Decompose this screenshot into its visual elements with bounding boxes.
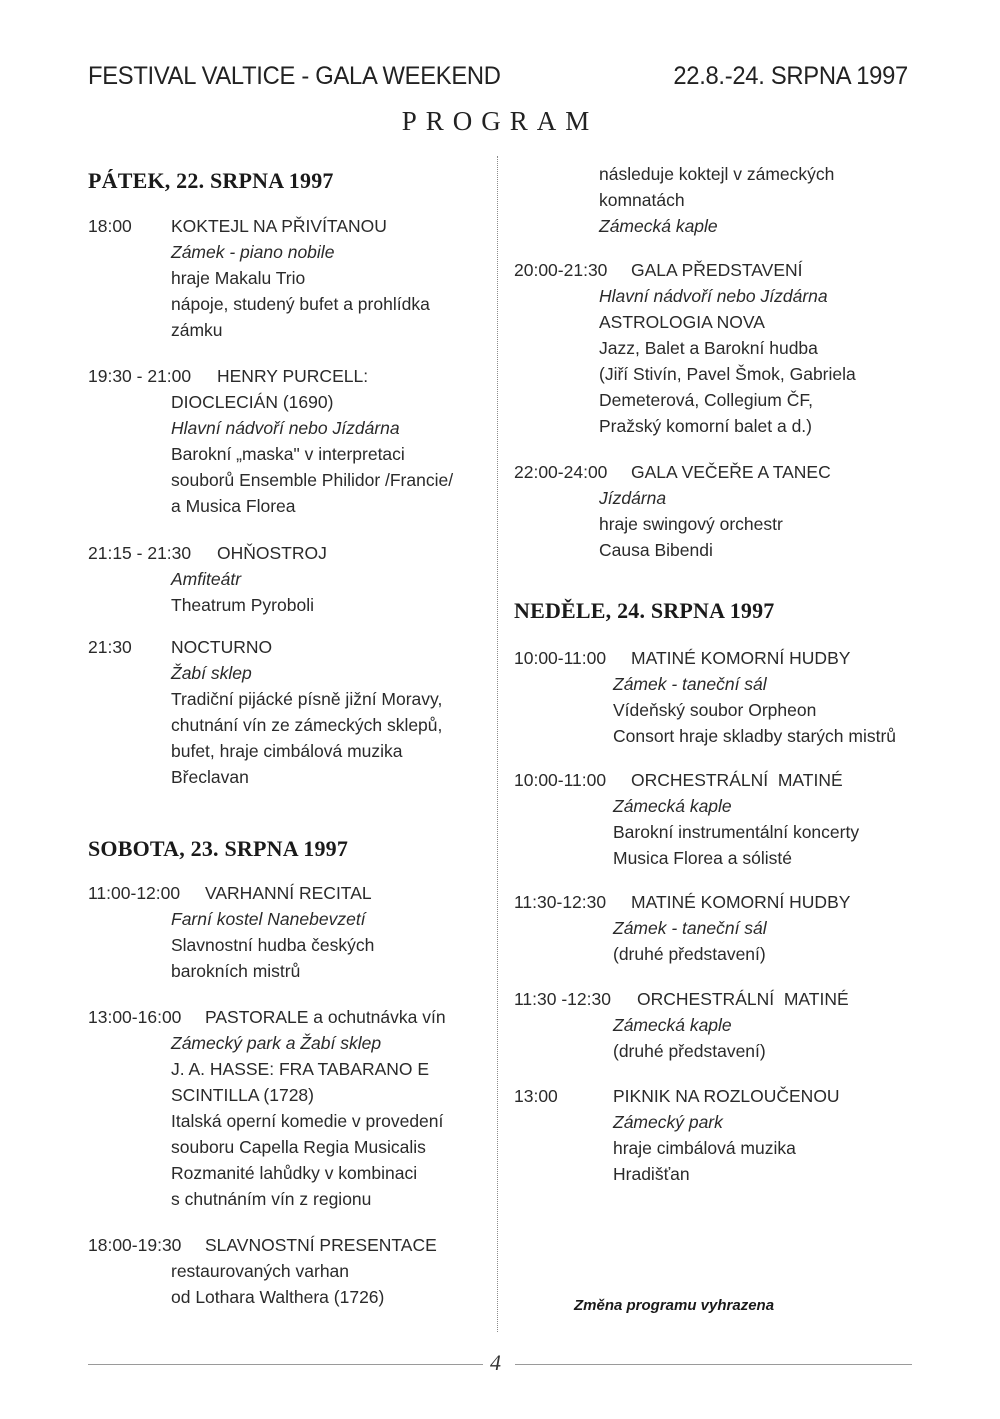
event-venue: Amfiteátr	[171, 569, 242, 589]
event-time: 13:00	[514, 1086, 558, 1106]
event-venue: Zámek - taneční sál	[613, 918, 767, 938]
event-time: 13:00-16:00	[88, 1007, 182, 1027]
event-detail: Barokní instrumentální koncerty	[613, 822, 860, 842]
event-detail: souborů Ensemble Philidor /Francie/	[171, 470, 454, 490]
event-time: 22:00-24:00	[514, 462, 608, 482]
event-venue: Jízdárna	[599, 488, 667, 508]
event-title: VARHANNÍ RECITAL	[205, 883, 372, 903]
column-divider	[497, 156, 498, 1332]
event-venue: Zámek - taneční sál	[613, 674, 767, 694]
event-time: 18:00	[88, 216, 132, 236]
footer-rule-left	[88, 1364, 483, 1365]
day-heading-sunday: NEDĚLE, 24. SRPNA 1997	[514, 598, 775, 623]
event-venue: Zámecká kaple	[613, 796, 732, 816]
event-detail: DIOCLECIÁN (1690)	[171, 392, 334, 412]
event-time: 11:30-12:30	[514, 892, 607, 912]
event-title: ORCHESTRÁLNÍ MATINÉ	[637, 989, 849, 1009]
event-detail: s chutnáním vín z regionu	[171, 1189, 372, 1209]
event-time: 20:00-21:30	[514, 260, 608, 280]
event-detail: (druhé představení)	[613, 944, 766, 964]
event-time: 21:15 - 21:30	[88, 543, 192, 563]
event-venue: Zámecký park	[613, 1112, 723, 1132]
event-detail: hraje swingový orchestr	[599, 514, 783, 534]
day-heading-saturday: SOBOTA, 23. SRPNA 1997	[88, 836, 349, 861]
event-detail: Pražský komorní balet a d.)	[599, 416, 812, 436]
event-detail: Musica Florea a sólisté	[613, 848, 792, 868]
event-title: KOKTEJL NA PŘIVÍTANOU	[171, 216, 387, 236]
event-title: NOCTURNO	[171, 637, 273, 657]
event-venue: Zámecký park a Žabí sklep	[171, 1033, 382, 1053]
page-number: 4	[490, 1350, 501, 1375]
festival-title: FESTIVAL VALTICE - GALA WEEKEND	[88, 62, 501, 90]
event-time: 10:00-11:00	[514, 770, 607, 790]
event-detail: zámku	[171, 320, 223, 340]
event-detail: následuje koktejl v zámeckých	[599, 164, 835, 184]
event-detail: od Lothara Walthera (1726)	[171, 1287, 385, 1307]
event-detail: komnatách	[599, 190, 685, 210]
event-detail: Consort hraje skladby starých mistrů	[613, 726, 897, 746]
event-detail: nápoje, studený bufet a prohlídka	[171, 294, 430, 314]
header-row	[88, 62, 908, 96]
event-detail: restaurovaných varhan	[171, 1261, 350, 1281]
event-detail: SCINTILLA (1728)	[171, 1085, 314, 1105]
event-detail: Rozmanité lahůdky v kombinaci	[171, 1163, 418, 1183]
event-time: 18:00-19:30	[88, 1235, 182, 1255]
event-detail: bufet, hraje cimbálová muzika	[171, 741, 403, 761]
day-heading-friday: PÁTEK, 22. SRPNA 1997	[88, 168, 334, 193]
event-detail: Causa Bibendi	[599, 540, 713, 560]
event-detail: barokních mistrů	[171, 961, 301, 981]
event-detail: Italská operní komedie v provedení	[171, 1111, 444, 1131]
event-detail: chutnání vín ze zámeckých sklepů,	[171, 715, 443, 735]
event-detail: a Musica Florea	[171, 496, 296, 516]
event-title: GALA PŘEDSTAVENÍ	[631, 260, 803, 280]
event-detail: (druhé představení)	[613, 1041, 766, 1061]
event-title: HENRY PURCELL:	[217, 366, 369, 386]
event-title: MATINÉ KOMORNÍ HUDBY	[631, 648, 851, 668]
program-change-note: Změna programu vyhrazena	[574, 1297, 775, 1314]
event-title: ORCHESTRÁLNÍ MATINÉ	[631, 770, 843, 790]
event-time: 10:00-11:00	[514, 648, 607, 668]
event-detail: Břeclavan	[171, 767, 249, 787]
event-title: PIKNIK NA ROZLOUČENOU	[613, 1086, 840, 1106]
event-venue: Zámecká kaple	[613, 1015, 732, 1035]
festival-dates: 22.8.-24. SRPNA 1997	[673, 62, 908, 90]
event-detail: Hradišťan	[613, 1164, 690, 1184]
event-detail: Vídeňský soubor Orpheon	[613, 700, 817, 720]
event-venue: Hlavní nádvoří nebo Jízdárna	[599, 286, 828, 306]
event-time: 19:30 - 21:00	[88, 366, 192, 386]
event-detail: ASTROLOGIA NOVA	[599, 312, 765, 332]
event-title: PASTORALE a ochutnávka vín	[205, 1007, 446, 1027]
event-venue: Zámek - piano nobile	[171, 242, 335, 262]
event-title: MATINÉ KOMORNÍ HUDBY	[631, 892, 851, 912]
event-venue: Hlavní nádvoří nebo Jízdárna	[171, 418, 400, 438]
event-detail: hraje Makalu Trio	[171, 268, 306, 288]
event-title: SLAVNOSTNÍ PRESENTACE	[205, 1235, 437, 1255]
event-detail: J. A. HASSE: FRA TABARANO E	[171, 1059, 430, 1079]
event-detail: (Jiří Stivín, Pavel Šmok, Gabriela	[599, 364, 856, 384]
event-time: 21:30	[88, 637, 132, 657]
event-title: GALA VEČEŘE A TANEC	[631, 462, 831, 482]
event-venue: Zámecká kaple	[599, 216, 718, 236]
event-detail: Slavnostní hudba českých	[171, 935, 375, 955]
footer-rule-right	[515, 1364, 912, 1365]
event-venue: Žabí sklep	[171, 663, 252, 683]
event-detail: Jazz, Balet a Barokní hudba	[599, 338, 818, 358]
event-time: 11:00-12:00	[88, 883, 181, 903]
event-time: 11:30 -12:30	[514, 989, 611, 1009]
event-detail: hraje cimbálová muzika	[613, 1138, 796, 1158]
event-detail: souboru Capella Regia Musicalis	[171, 1137, 426, 1157]
event-detail: Theatrum Pyroboli	[171, 595, 314, 615]
event-detail: Demeterová, Collegium ČF,	[599, 390, 813, 410]
event-detail: Barokní „maska" v interpretaci	[171, 444, 405, 464]
event-venue: Farní kostel Nanebevzetí	[171, 909, 366, 929]
program-label: PROGRAM	[401, 106, 599, 136]
event-title: OHŇOSTROJ	[217, 543, 327, 563]
event-detail: Tradiční pijácké písně jižní Moravy,	[171, 689, 443, 709]
